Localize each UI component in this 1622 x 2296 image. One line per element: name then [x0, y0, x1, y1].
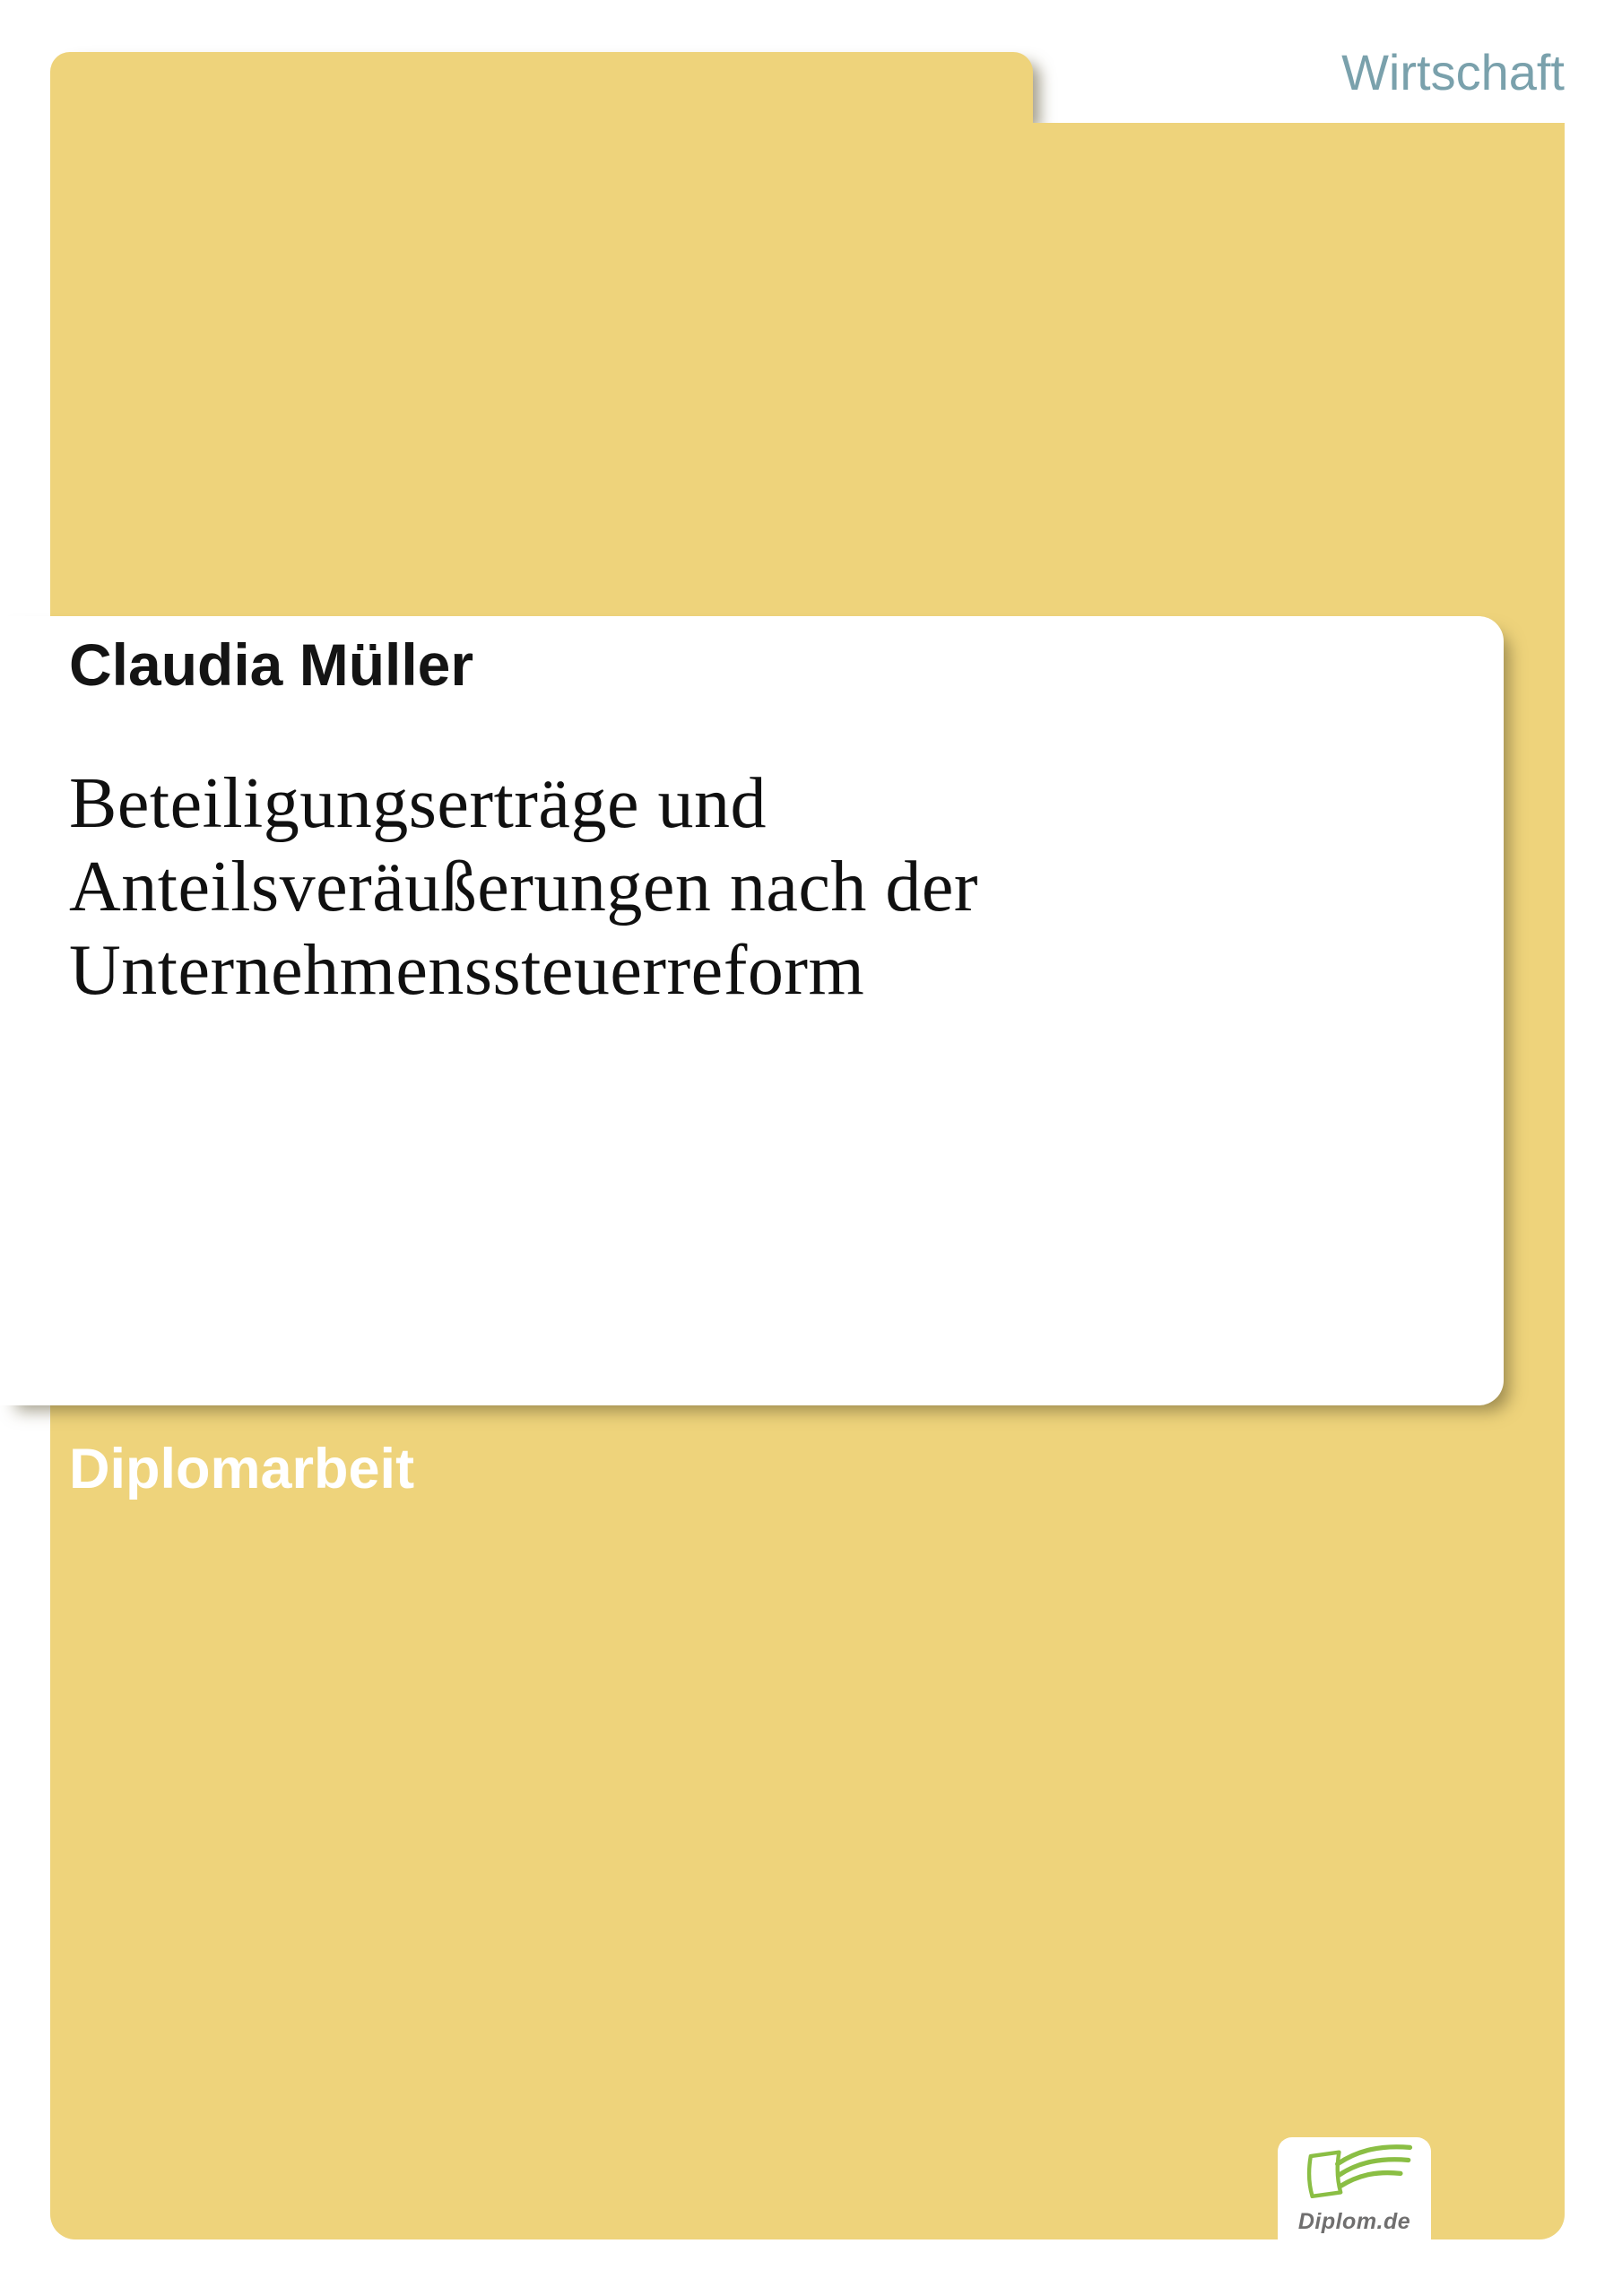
yellow-top-tab	[50, 52, 1033, 130]
author-name: Claudia Müller	[69, 631, 474, 698]
title-panel	[0, 616, 1504, 1405]
document-title	[69, 762, 978, 1013]
publisher-logo	[1278, 2137, 1431, 2254]
category-label: Wirtschaft	[1341, 44, 1565, 100]
title-line: Beteiligungserträge und	[69, 764, 767, 843]
open-book-pages-icon	[1291, 2144, 1418, 2208]
title-line: Unternehmenssteuerreform	[69, 931, 865, 1010]
publisher-logo-text: Diplom.de	[1297, 2209, 1411, 2234]
title-line: Anteilsveräußerungen nach der	[69, 848, 979, 926]
document-type-label: Diplomarbeit	[69, 1438, 415, 1500]
